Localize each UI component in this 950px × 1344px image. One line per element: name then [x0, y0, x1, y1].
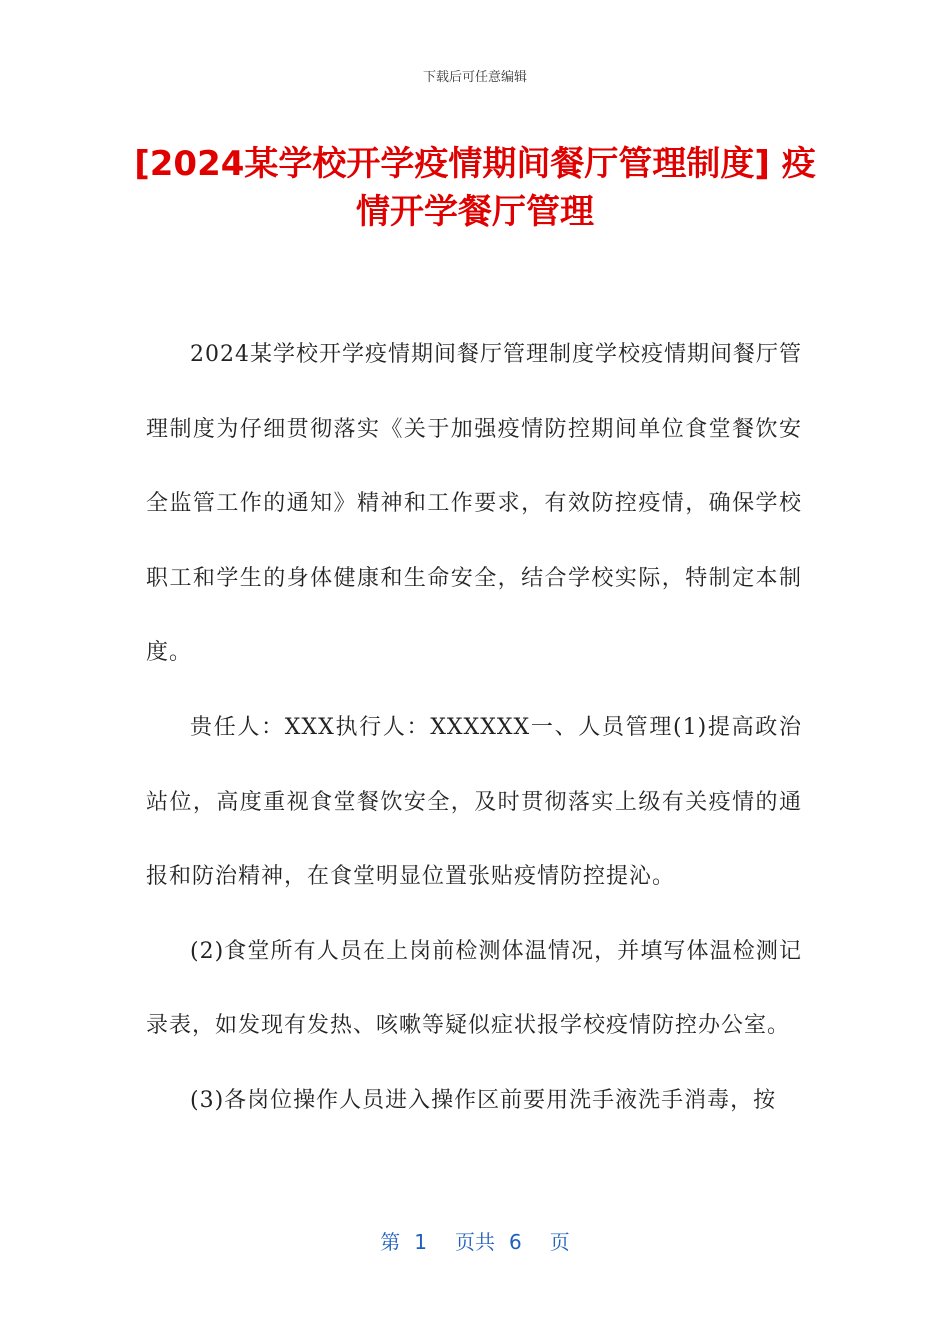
- paragraph: (2)食堂所有人员在上岗前检测体温情况，并填写体温检测记录表，如发现有发热、咳嗽等疑似症状报学校疫情防控办公室。: [146, 938, 802, 1039]
- footer-suffix: 页: [549, 1230, 570, 1254]
- footer-middle: 页共: [455, 1230, 495, 1254]
- header-note: 下载后可任意编辑: [422, 70, 527, 85]
- total-pages-number: 6: [509, 1230, 522, 1254]
- paragraph: 贵任人：XXX执行人：XXXXXX一、人员管理(1)提高政治站位，高度重视食堂餐饮安全，及时贯彻落实上级有关疫情的通报和防治精神，在食堂明显位置张贴疫情防控提沁。: [146, 714, 802, 890]
- document-title: [2024某学校开学疫情期间餐厅管理制度] 疫情开学餐厅管理: [134, 144, 816, 232]
- current-page-number: 1: [414, 1230, 427, 1254]
- page-footer: [0, 1226, 950, 1255]
- paragraph: (3)各岗位操作人员进入操作区前要用洗手液洗手消毒，按: [190, 1087, 777, 1113]
- paragraph: 2024某学校开学疫情期间餐厅管理制度学校疫情期间餐厅管理制度为仔细贯彻落实《关于加强疫情防控期间单位食堂餐饮安全监管工作的通知》精神和工作要求，有效防控疫情，确保学校职工和学生的身体健康和生命安全，结合学校实际，特制定本制度。: [146, 342, 802, 666]
- document-body: [146, 318, 802, 1139]
- footer-prefix: 第: [380, 1230, 401, 1254]
